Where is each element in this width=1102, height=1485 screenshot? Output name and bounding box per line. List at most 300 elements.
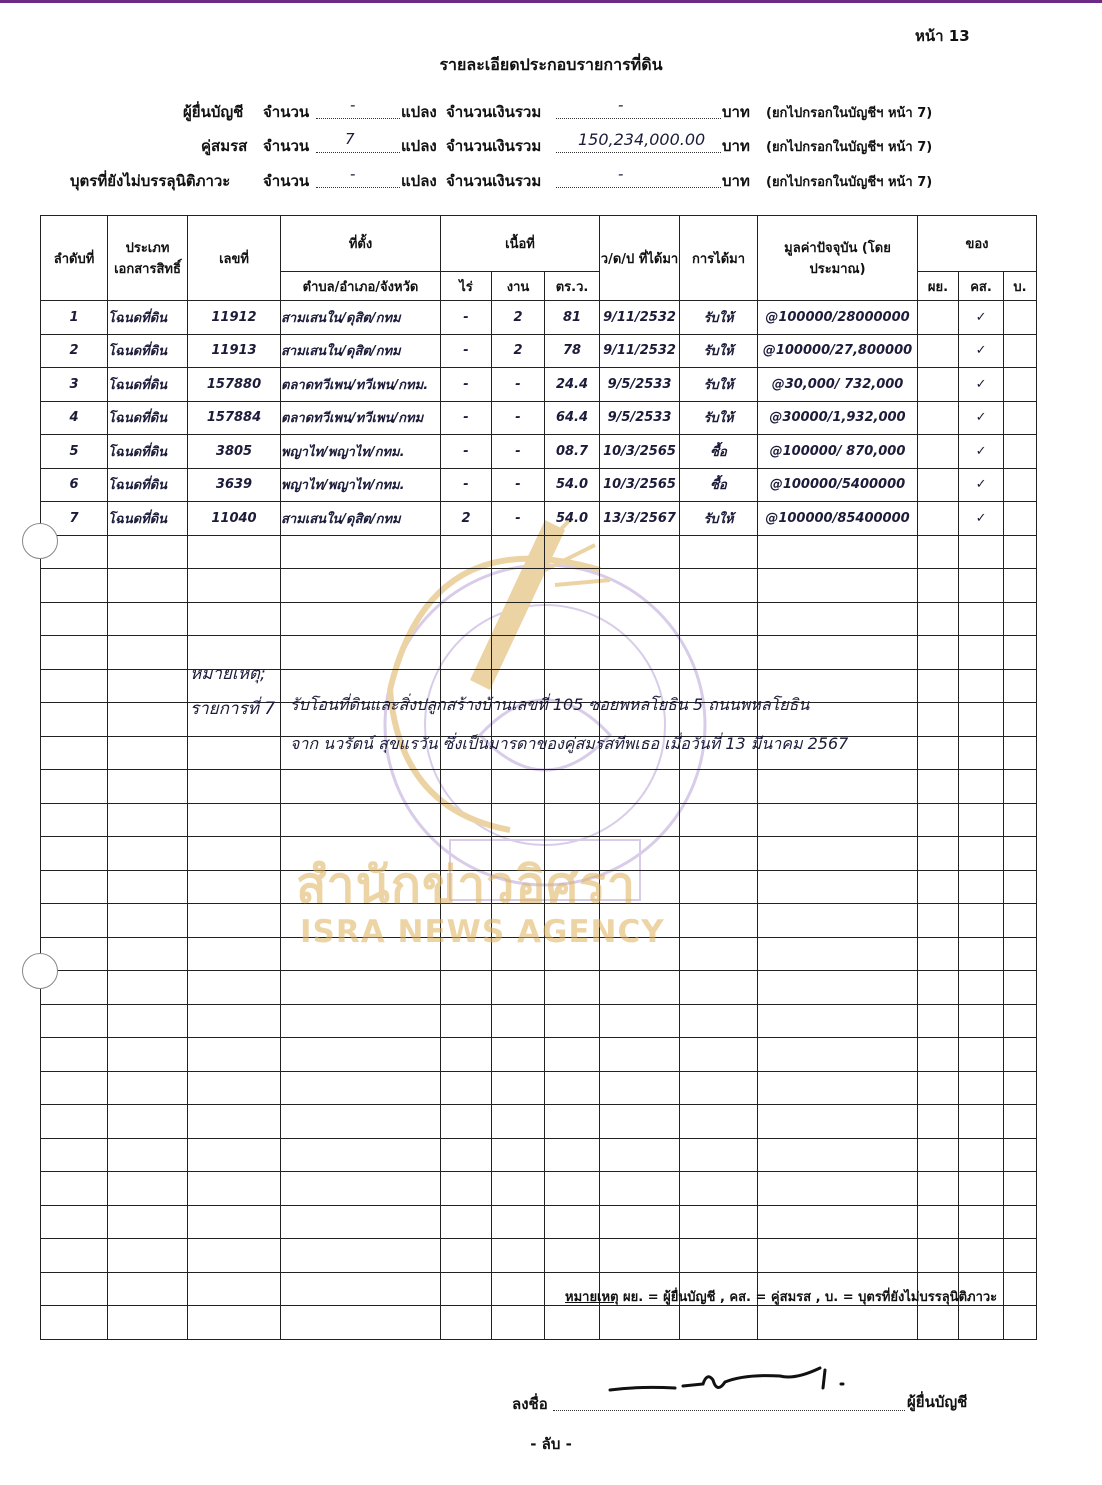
cell-wa: 54.0 bbox=[545, 502, 600, 536]
blank-cell bbox=[600, 1239, 680, 1273]
cell-location: สามเสนใน/ดุสิต/กทม bbox=[281, 334, 441, 368]
total-value: - bbox=[618, 165, 624, 183]
cell-value: @100000/85400000 bbox=[758, 502, 918, 536]
cell-doc-no: 11912 bbox=[188, 301, 281, 335]
blank-cell bbox=[108, 803, 188, 837]
blank-cell bbox=[959, 1239, 1004, 1273]
cell-declarant bbox=[918, 435, 959, 469]
cell-doc-no: 3805 bbox=[188, 435, 281, 469]
blank-cell bbox=[41, 1272, 108, 1306]
blank-cell bbox=[108, 1071, 188, 1105]
blank-cell bbox=[1004, 1205, 1037, 1239]
blank-cell bbox=[41, 1306, 108, 1340]
total-label: จำนวนเงินรวม bbox=[446, 103, 542, 121]
cell-acquired: ซื้อ bbox=[680, 435, 758, 469]
header-owner-declarant: ผย. bbox=[918, 272, 959, 301]
cell-declarant bbox=[918, 301, 959, 335]
blank-cell bbox=[545, 1172, 600, 1206]
blank-cell bbox=[41, 703, 108, 737]
blank-cell bbox=[108, 937, 188, 971]
blank-cell bbox=[600, 971, 680, 1005]
cell-spouse: ✓ bbox=[959, 401, 1004, 435]
cell-ngan: 2 bbox=[492, 334, 545, 368]
cell-rai: 2 bbox=[441, 502, 492, 536]
blank-cell bbox=[492, 602, 545, 636]
total-value: 150,234,000.00 bbox=[578, 130, 706, 149]
blank-cell bbox=[108, 837, 188, 871]
blank-cell bbox=[492, 803, 545, 837]
blank-cell bbox=[441, 971, 492, 1005]
blank-cell bbox=[545, 535, 600, 569]
cell-declarant bbox=[918, 468, 959, 502]
blank-cell bbox=[281, 535, 441, 569]
cell-wa: 24.4 bbox=[545, 368, 600, 402]
blank-cell bbox=[680, 904, 758, 938]
blank-cell bbox=[492, 1239, 545, 1273]
blank-cell bbox=[188, 569, 281, 603]
table-row bbox=[41, 368, 1037, 402]
count-label: จำนวน bbox=[263, 103, 310, 121]
carry-note: (ยกไปกรอกในบัญชีฯ หน้า 7) bbox=[766, 175, 933, 190]
cell-doc-no: 157884 bbox=[188, 401, 281, 435]
cell-acquired: ซื้อ bbox=[680, 468, 758, 502]
blank-row bbox=[41, 1071, 1037, 1105]
blank-cell bbox=[188, 870, 281, 904]
table-row bbox=[41, 401, 1037, 435]
blank-cell bbox=[545, 1239, 600, 1273]
header-doc-no: เลขที่ bbox=[188, 216, 281, 301]
blank-cell bbox=[281, 602, 441, 636]
blank-cell bbox=[680, 1071, 758, 1105]
header-area: เนื้อที่ bbox=[441, 216, 600, 272]
blank-cell bbox=[918, 1138, 959, 1172]
blank-cell bbox=[1004, 1272, 1037, 1306]
header-rai: ไร่ bbox=[441, 272, 492, 301]
cell-declarant bbox=[918, 368, 959, 402]
blank-cell bbox=[108, 904, 188, 938]
cell-location: ตลาดทวีเพน/ทวีเพน/กทม. bbox=[281, 368, 441, 402]
blank-cell bbox=[959, 870, 1004, 904]
blank-cell bbox=[959, 1138, 1004, 1172]
blank-cell bbox=[959, 937, 1004, 971]
blank-cell bbox=[441, 535, 492, 569]
cell-no: 4 bbox=[41, 401, 108, 435]
blank-cell bbox=[108, 770, 188, 804]
blank-cell bbox=[918, 636, 959, 670]
blank-cell bbox=[492, 1172, 545, 1206]
summary-row-child bbox=[0, 165, 1102, 195]
blank-cell bbox=[680, 1138, 758, 1172]
blank-cell bbox=[281, 569, 441, 603]
blank-cell bbox=[281, 1272, 441, 1306]
handwritten-signature bbox=[605, 1360, 855, 1410]
blank-cell bbox=[959, 1172, 1004, 1206]
blank-cell bbox=[758, 1004, 918, 1038]
blank-cell bbox=[545, 770, 600, 804]
blank-cell bbox=[680, 636, 758, 670]
blank-cell bbox=[959, 669, 1004, 703]
blank-cell bbox=[545, 1038, 600, 1072]
cell-rai: - bbox=[441, 401, 492, 435]
blank-cell bbox=[41, 1105, 108, 1139]
cell-acquired: รับให้ bbox=[680, 334, 758, 368]
blank-cell bbox=[959, 1105, 1004, 1139]
blank-cell bbox=[918, 1306, 959, 1340]
blank-cell bbox=[758, 1239, 918, 1273]
blank-cell bbox=[188, 736, 281, 770]
cell-no: 5 bbox=[41, 435, 108, 469]
cell-date: 10/3/2565 bbox=[600, 468, 680, 502]
blank-cell bbox=[600, 1071, 680, 1105]
blank-cell bbox=[1004, 1306, 1037, 1340]
cell-child bbox=[1004, 468, 1037, 502]
blank-cell bbox=[600, 535, 680, 569]
blank-cell bbox=[108, 1105, 188, 1139]
page-number: หน้า 13 bbox=[915, 27, 970, 45]
blank-cell bbox=[108, 669, 188, 703]
blank-cell bbox=[1004, 636, 1037, 670]
currency-label: บาท bbox=[722, 137, 750, 155]
blank-cell bbox=[918, 669, 959, 703]
blank-cell bbox=[41, 636, 108, 670]
cell-no: 1 bbox=[41, 301, 108, 335]
blank-cell bbox=[441, 1172, 492, 1206]
blank-cell bbox=[188, 1138, 281, 1172]
signature-label: ลงชื่อ bbox=[512, 1395, 548, 1413]
cell-declarant bbox=[918, 334, 959, 368]
remark-item-label: รายการที่ 7 bbox=[190, 699, 276, 719]
signature-role: ผู้ยื่นบัญชี bbox=[907, 1393, 968, 1411]
blank-cell bbox=[918, 1239, 959, 1273]
table-row bbox=[41, 301, 1037, 335]
blank-cell bbox=[188, 904, 281, 938]
blank-cell bbox=[441, 569, 492, 603]
cell-spouse: ✓ bbox=[959, 502, 1004, 536]
cell-wa: 54.0 bbox=[545, 468, 600, 502]
blank-cell bbox=[441, 636, 492, 670]
blank-cell bbox=[680, 1004, 758, 1038]
blank-cell bbox=[600, 1172, 680, 1206]
blank-row bbox=[41, 803, 1037, 837]
blank-cell bbox=[1004, 669, 1037, 703]
blank-cell bbox=[1004, 1105, 1037, 1139]
blank-cell bbox=[41, 837, 108, 871]
blank-cell bbox=[545, 1004, 600, 1038]
blank-cell bbox=[1004, 971, 1037, 1005]
blank-cell bbox=[441, 1038, 492, 1072]
blank-cell bbox=[188, 1038, 281, 1072]
blank-cell bbox=[959, 1306, 1004, 1340]
table-row bbox=[41, 468, 1037, 502]
blank-cell bbox=[758, 870, 918, 904]
land-table bbox=[40, 215, 1037, 1340]
cell-acquired: รับให้ bbox=[680, 401, 758, 435]
blank-cell bbox=[108, 736, 188, 770]
blank-cell bbox=[918, 837, 959, 871]
cell-acquired: รับให้ bbox=[680, 502, 758, 536]
blank-cell bbox=[1004, 1239, 1037, 1273]
blank-cell bbox=[959, 636, 1004, 670]
blank-cell bbox=[545, 1306, 600, 1340]
blank-row bbox=[41, 535, 1037, 569]
blank-cell bbox=[918, 1205, 959, 1239]
blank-cell bbox=[959, 803, 1004, 837]
blank-cell bbox=[492, 1138, 545, 1172]
footer-classification: - ลับ - bbox=[530, 1435, 572, 1453]
header-doc-type: ประเภทเอกสารสิทธิ์ bbox=[108, 216, 188, 301]
blank-cell bbox=[1004, 1038, 1037, 1072]
legend-text: ผย. = ผู้ยื่นบัญชี , คส. = คู่สมรส , บ. = บุตรที่ยังไม่บรรลุนิติภาวะ bbox=[618, 1290, 998, 1305]
blank-cell bbox=[41, 669, 108, 703]
blank-row bbox=[41, 770, 1037, 804]
blank-row bbox=[41, 1138, 1037, 1172]
blank-cell bbox=[188, 1205, 281, 1239]
blank-cell bbox=[441, 1205, 492, 1239]
legend bbox=[565, 1286, 997, 1307]
blank-cell bbox=[918, 736, 959, 770]
remark-line-2: จาก นวรัตน์ สุขแรวัน ซึ่งเป็นมารดาของคู่สมรสทีพเธอ เมื่อวันที่ 13 มีนาคม 2567 bbox=[290, 734, 849, 753]
blank-cell bbox=[1004, 1172, 1037, 1206]
cell-no: 6 bbox=[41, 468, 108, 502]
cell-rai: - bbox=[441, 435, 492, 469]
blank-cell bbox=[959, 1205, 1004, 1239]
blank-row bbox=[41, 602, 1037, 636]
blank-cell bbox=[41, 736, 108, 770]
blank-cell bbox=[441, 803, 492, 837]
blank-cell bbox=[108, 1205, 188, 1239]
punch-hole-top bbox=[22, 523, 58, 559]
cell-wa: 78 bbox=[545, 334, 600, 368]
cell-date: 9/11/2532 bbox=[600, 301, 680, 335]
blank-cell bbox=[281, 1038, 441, 1072]
blank-cell bbox=[758, 636, 918, 670]
blank-cell bbox=[680, 535, 758, 569]
blank-cell bbox=[188, 602, 281, 636]
blank-cell bbox=[959, 837, 1004, 871]
summary-row-spouse bbox=[0, 130, 1102, 160]
top-border bbox=[0, 0, 1102, 3]
cell-date: 10/3/2565 bbox=[600, 435, 680, 469]
blank-cell bbox=[1004, 535, 1037, 569]
blank-cell bbox=[758, 770, 918, 804]
blank-cell bbox=[492, 569, 545, 603]
blank-row bbox=[41, 1205, 1037, 1239]
blank-cell bbox=[441, 1004, 492, 1038]
blank-cell bbox=[758, 1172, 918, 1206]
cell-doc-no: 11913 bbox=[188, 334, 281, 368]
blank-cell bbox=[492, 1205, 545, 1239]
cell-spouse: ✓ bbox=[959, 468, 1004, 502]
unit-label: แปลง bbox=[401, 172, 437, 190]
remark-line-1: รับโอนที่ดินและสิ่งปลูกสร้างบ้านเลขที่ 105 ซอยพหลโยธิน 5 ถนนพหลโยธิน bbox=[290, 695, 810, 714]
blank-cell bbox=[41, 870, 108, 904]
blank-cell bbox=[188, 837, 281, 871]
blank-cell bbox=[1004, 569, 1037, 603]
blank-cell bbox=[492, 971, 545, 1005]
blank-cell bbox=[1004, 837, 1037, 871]
cell-ngan: - bbox=[492, 435, 545, 469]
blank-cell bbox=[1004, 803, 1037, 837]
blank-cell bbox=[108, 636, 188, 670]
remark-label: หมายเหตุ; bbox=[190, 664, 266, 684]
watermark-thai: สำนักข่าวอิศรา bbox=[296, 856, 637, 914]
blank-cell bbox=[281, 803, 441, 837]
cell-value: @100000/ 870,000 bbox=[758, 435, 918, 469]
blank-cell bbox=[918, 971, 959, 1005]
blank-cell bbox=[545, 803, 600, 837]
cell-rai: - bbox=[441, 468, 492, 502]
blank-cell bbox=[918, 535, 959, 569]
header-ngan: งาน bbox=[492, 272, 545, 301]
blank-row bbox=[41, 971, 1037, 1005]
cell-spouse: ✓ bbox=[959, 301, 1004, 335]
cell-doc-type: โฉนดที่ดิน bbox=[108, 301, 188, 335]
cell-doc-type: โฉนดที่ดิน bbox=[108, 502, 188, 536]
blank-cell bbox=[188, 1272, 281, 1306]
blank-cell bbox=[600, 1004, 680, 1038]
blank-cell bbox=[545, 602, 600, 636]
blank-cell bbox=[758, 904, 918, 938]
cell-no: 2 bbox=[41, 334, 108, 368]
header-owner-spouse: คส. bbox=[959, 272, 1004, 301]
blank-cell bbox=[758, 1105, 918, 1139]
cell-date: 13/3/2567 bbox=[600, 502, 680, 536]
total-label: จำนวนเงินรวม bbox=[446, 137, 542, 155]
blank-cell bbox=[959, 1004, 1004, 1038]
blank-cell bbox=[108, 1138, 188, 1172]
cell-rai: - bbox=[441, 301, 492, 335]
cell-no: 7 bbox=[41, 502, 108, 536]
blank-cell bbox=[600, 803, 680, 837]
blank-cell bbox=[281, 1306, 441, 1340]
blank-cell bbox=[188, 937, 281, 971]
blank-cell bbox=[918, 569, 959, 603]
blank-cell bbox=[545, 1105, 600, 1139]
blank-cell bbox=[441, 1239, 492, 1273]
blank-cell bbox=[41, 770, 108, 804]
blank-cell bbox=[441, 1105, 492, 1139]
blank-cell bbox=[281, 1004, 441, 1038]
blank-cell bbox=[41, 1172, 108, 1206]
blank-cell bbox=[108, 1172, 188, 1206]
cell-doc-no: 11040 bbox=[188, 502, 281, 536]
blank-cell bbox=[281, 1172, 441, 1206]
carry-note: (ยกไปกรอกในบัญชีฯ หน้า 7) bbox=[766, 140, 933, 155]
blank-cell bbox=[758, 1138, 918, 1172]
blank-cell bbox=[758, 569, 918, 603]
blank-cell bbox=[758, 971, 918, 1005]
blank-row bbox=[41, 1105, 1037, 1139]
cell-ngan: - bbox=[492, 401, 545, 435]
blank-cell bbox=[918, 1071, 959, 1105]
blank-cell bbox=[680, 1172, 758, 1206]
cell-doc-type: โฉนดที่ดิน bbox=[108, 468, 188, 502]
blank-cell bbox=[600, 1205, 680, 1239]
blank-cell bbox=[959, 703, 1004, 737]
blank-row bbox=[41, 1239, 1037, 1273]
blank-cell bbox=[758, 1205, 918, 1239]
blank-cell bbox=[1004, 602, 1037, 636]
header-acquired: การได้มา bbox=[680, 216, 758, 301]
blank-cell bbox=[492, 535, 545, 569]
summary-row-declarant bbox=[0, 96, 1102, 126]
blank-cell bbox=[492, 1071, 545, 1105]
cell-location: พญาไท/พญาไท/กทม. bbox=[281, 468, 441, 502]
blank-cell bbox=[680, 1306, 758, 1340]
cell-value: @100000/5400000 bbox=[758, 468, 918, 502]
blank-cell bbox=[680, 569, 758, 603]
blank-cell bbox=[188, 1004, 281, 1038]
cell-date: 9/5/2533 bbox=[600, 368, 680, 402]
blank-cell bbox=[959, 535, 1004, 569]
count-label: จำนวน bbox=[263, 137, 310, 155]
blank-cell bbox=[188, 803, 281, 837]
blank-cell bbox=[918, 1004, 959, 1038]
blank-cell bbox=[108, 602, 188, 636]
blank-cell bbox=[600, 770, 680, 804]
header-no: ลำดับที่ bbox=[41, 216, 108, 301]
cell-child bbox=[1004, 435, 1037, 469]
cell-location: สามเสนใน/ดุสิต/กทม bbox=[281, 301, 441, 335]
blank-cell bbox=[188, 1071, 281, 1105]
currency-label: บาท bbox=[722, 172, 750, 190]
blank-cell bbox=[918, 803, 959, 837]
blank-row bbox=[41, 1172, 1037, 1206]
table-row bbox=[41, 502, 1037, 536]
table-row bbox=[41, 334, 1037, 368]
cell-ngan: - bbox=[492, 502, 545, 536]
watermark-english: ISRA NEWS AGENCY bbox=[300, 914, 665, 950]
cell-value: @100000/27,800000 bbox=[758, 334, 918, 368]
blank-cell bbox=[600, 602, 680, 636]
blank-cell bbox=[492, 1272, 545, 1306]
blank-cell bbox=[959, 971, 1004, 1005]
document-title: รายละเอียดประกอบรายการที่ดิน bbox=[439, 55, 663, 74]
blank-cell bbox=[918, 1172, 959, 1206]
blank-cell bbox=[41, 803, 108, 837]
cell-doc-type: โฉนดที่ดิน bbox=[108, 401, 188, 435]
blank-cell bbox=[600, 636, 680, 670]
blank-cell bbox=[108, 535, 188, 569]
cell-ngan: 2 bbox=[492, 301, 545, 335]
blank-cell bbox=[959, 569, 1004, 603]
cell-declarant bbox=[918, 502, 959, 536]
blank-cell bbox=[918, 904, 959, 938]
cell-date: 9/11/2532 bbox=[600, 334, 680, 368]
blank-cell bbox=[1004, 904, 1037, 938]
blank-cell bbox=[959, 1071, 1004, 1105]
blank-cell bbox=[281, 1239, 441, 1273]
blank-cell bbox=[281, 1205, 441, 1239]
blank-cell bbox=[108, 1272, 188, 1306]
blank-cell bbox=[441, 1071, 492, 1105]
blank-cell bbox=[758, 803, 918, 837]
blank-cell bbox=[188, 1306, 281, 1340]
blank-cell bbox=[918, 1105, 959, 1139]
cell-spouse: ✓ bbox=[959, 334, 1004, 368]
blank-row bbox=[41, 1004, 1037, 1038]
header-date: ว/ด/ป ที่ได้มา bbox=[600, 216, 680, 301]
blank-cell bbox=[959, 736, 1004, 770]
blank-row bbox=[41, 569, 1037, 603]
blank-cell bbox=[1004, 870, 1037, 904]
cell-rai: - bbox=[441, 368, 492, 402]
currency-label: บาท bbox=[722, 103, 750, 121]
blank-cell bbox=[680, 803, 758, 837]
blank-cell bbox=[188, 1105, 281, 1139]
blank-cell bbox=[492, 1038, 545, 1072]
blank-cell bbox=[492, 636, 545, 670]
